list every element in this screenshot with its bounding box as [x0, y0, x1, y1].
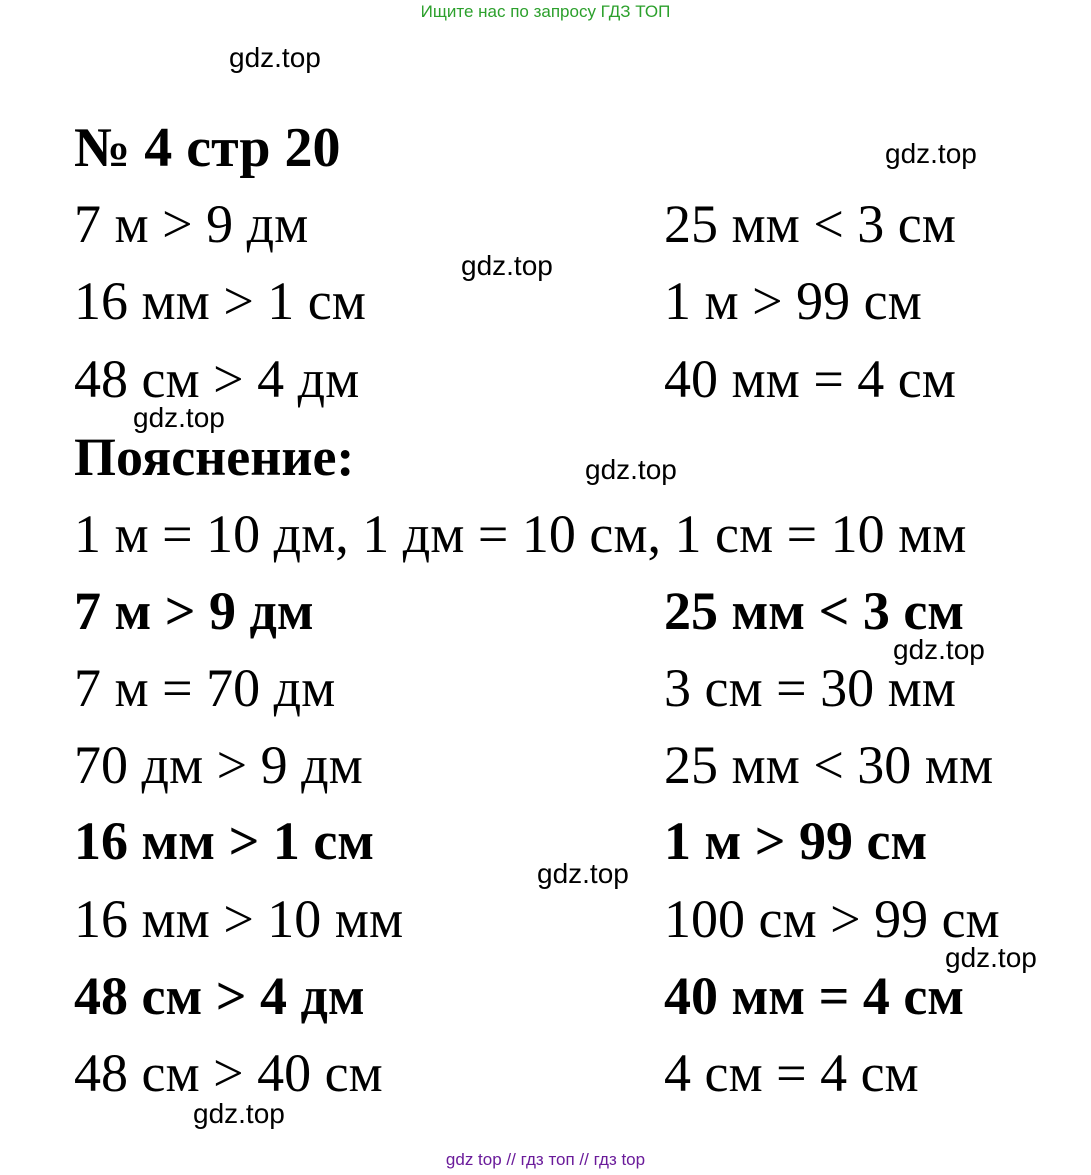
- explanation-step: 25 мм < 30 мм: [664, 735, 994, 795]
- watermark: gdz.top: [893, 634, 985, 665]
- watermark: gdz.top: [193, 1098, 285, 1129]
- explanation-task: 48 см > 4 дм: [74, 966, 365, 1026]
- explanation-task: 7 м > 9 дм: [74, 581, 314, 641]
- page-title: № 4 стр 20: [74, 117, 341, 179]
- search-hint-link[interactable]: Ищите нас по запросу ГДЗ ТОП: [420, 2, 671, 21]
- watermark: gdz.top: [461, 250, 553, 281]
- explanation-step: 7 м = 70 дм: [74, 658, 336, 718]
- watermark: gdz.top: [885, 138, 977, 169]
- watermark: gdz.top: [229, 42, 321, 73]
- answer-right: 40 мм = 4 см: [664, 349, 956, 409]
- explanation-task: 16 мм > 1 см: [74, 811, 375, 871]
- answer-right: 25 мм < 3 см: [664, 194, 956, 254]
- watermark: gdz.top: [585, 454, 677, 485]
- explanation-step: 100 см > 99 см: [664, 889, 1000, 949]
- explanation-step: 4 см = 4 см: [664, 1043, 919, 1103]
- explanation-step: 70 дм > 9 дм: [74, 735, 363, 795]
- answer-left: 7 м > 9 дм: [74, 194, 309, 254]
- watermark: gdz.top: [945, 942, 1037, 973]
- explanation-heading: Пояснение:: [74, 427, 355, 487]
- answer-left: 16 мм > 1 см: [74, 271, 366, 331]
- answer-left: 48 см > 4 дм: [74, 349, 360, 409]
- explanation-step: 16 мм > 10 мм: [74, 889, 404, 949]
- explanation-step: 48 см > 40 см: [74, 1043, 383, 1103]
- explanation-step: 3 см = 30 мм: [664, 658, 956, 718]
- answer-right: 1 м > 99 см: [664, 271, 922, 331]
- explanation-task: 1 м > 99 см: [664, 811, 928, 871]
- explanation-task: 40 мм = 4 см: [664, 966, 965, 1026]
- watermark: gdz.top: [537, 858, 629, 889]
- conversion-rule: 1 м = 10 дм, 1 дм = 10 см, 1 см = 10 мм: [74, 504, 967, 564]
- watermark: gdz.top: [133, 402, 225, 433]
- footer-links[interactable]: gdz top // гдз топ // гдз top: [445, 1150, 646, 1169]
- explanation-task: 25 мм < 3 см: [664, 581, 965, 641]
